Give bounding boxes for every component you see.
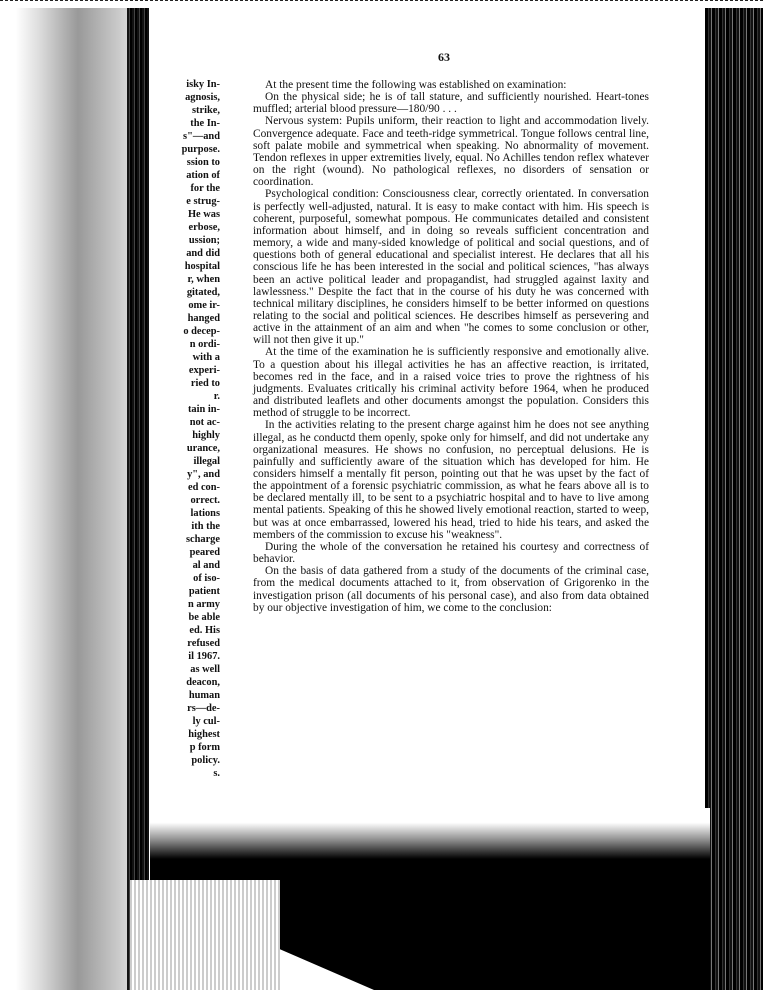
facing-page-line: ome ir- [188, 300, 220, 311]
facing-page-line: agnosis, [185, 92, 220, 103]
body-paragraph: During the whole of the conversation he retained his courtesy and correctness of behavior. [253, 540, 649, 566]
page-number: 63 [438, 50, 450, 64]
scan-right-edge [705, 8, 763, 990]
facing-page-line: ith the [191, 521, 220, 532]
scan-left-shadow [0, 8, 130, 990]
body-paragraph: In the activities relating to the present charge against him he does not see anything illegal, as he conductd them openly, spoke only for himself, and did not undertake any organizational measures. He shows no confusion, no perceptual delusions. He is painfully and sufficiently aware of the situation which has developed for him. He considers himself a mentally fit person, pointing out that he was upset by the fact of the appointment of a forensic psychiatric commission, as what he fears above all is to be declared mentally ill, to be sent to a psychiatric hospital and to have to live among mental patients. Speaking of this he showed lively emotional reaction, started to weep, but was at once embarrassed, lowered his head, tried to hide his tears, and asked the members of the commission to excuse his "weakness". [253, 419, 649, 541]
facing-page-line: not ac- [189, 417, 220, 428]
facing-page-line: the In- [190, 118, 220, 129]
facing-page-line: il 1967. [188, 651, 220, 662]
facing-page-line: refused [187, 638, 220, 649]
facing-page-line: hospital [184, 261, 220, 272]
book-binding-edge [127, 8, 149, 990]
facing-page-line: experi- [188, 365, 220, 376]
facing-page-line: ation of [186, 170, 220, 181]
facing-page-line: ed con- [187, 482, 220, 493]
facing-page-line: purpose. [181, 144, 220, 155]
facing-page-line: highly [192, 430, 220, 441]
facing-page-line: lations [190, 508, 220, 519]
facing-page-line: and did [186, 248, 220, 259]
facing-page-line: n army [187, 599, 220, 610]
facing-page-line: be able [188, 612, 220, 623]
facing-page-line: highest [188, 729, 220, 740]
body-paragraph: Nervous system: Pupils uniform, their reaction to light and accommodation lively. Convergence adequate. Face and teeth-ridge symmetrical. Tongue follows central line, soft palate mobile and symmetrical when speaking. No abnormality of movement. Tendon reflexes in upper extremities lively, equal. No Achilles tendon reflex whatever on the right (wound). No pathological reflexes, no disorders of sensation or coordination. [253, 115, 649, 189]
facing-page-line: gitated, [186, 287, 220, 298]
facing-page-line: n ordi- [189, 339, 220, 350]
facing-page-line: s. [213, 768, 220, 779]
facing-page-line: as well [190, 664, 220, 675]
facing-page-line: policy. [191, 755, 220, 766]
facing-page-line: human [188, 690, 220, 701]
facing-page-line: for the [190, 183, 220, 194]
facing-page-line: strike, [192, 105, 220, 116]
facing-page-line: e strug- [186, 196, 220, 207]
facing-page-line: al and [192, 560, 220, 571]
scan-bottom-noise [130, 880, 280, 990]
facing-page-line: patient [188, 586, 220, 597]
facing-page-line: peared [189, 547, 220, 558]
facing-page-text-fragments [165, 78, 220, 780]
facing-page-line: scharge [185, 534, 220, 545]
page-body-text [253, 79, 649, 614]
facing-page-line: illegal [193, 456, 220, 467]
body-paragraph: At the present time the following was established on examination: [265, 79, 567, 91]
facing-page-line: ried to [190, 378, 220, 389]
facing-page-line: r, when [187, 274, 220, 285]
facing-page-line: ussion; [188, 235, 220, 246]
facing-page-line: ly cul- [192, 716, 220, 727]
facing-page-line: with a [192, 352, 220, 363]
facing-page-line: ssion to [186, 157, 220, 168]
facing-page-line: He was [187, 209, 220, 220]
body-paragraph: Psychological condition: Consciousness clear, correctly orientated. In conversation is perfectly well-adjusted, natural. It is easy to make contact with him. His speech is coherent, purposeful, somewhat pompous. He communicates detailed and consistent information about himself, and in doing so reveals sufficient concentration and memory, a wide and many-sided knowledge of political and social questions, and of questions both of general educational and specialist interest. He declares that all his conscious life he has been interested in the social and political sciences, "has always been an active political leader and propagandist, had struggled against laxity and lawlessness." Despite the fact that in the course of his duty he was concerned with technical military disciplines, he considers himself to be better informed on questions relating to the social and political sciences. He describes himself as persevering and active in the attainment of an aim and when "he comes to some conclusion or other, will not then give it up." [253, 188, 649, 347]
facing-page-line: y", and [187, 469, 220, 480]
facing-page-line: r. [213, 391, 220, 402]
facing-page-line: o decep- [183, 326, 220, 337]
scan-top-border [0, 0, 763, 4]
facing-page-line: of iso- [193, 573, 220, 584]
facing-page-line: isky In- [186, 79, 220, 90]
facing-page-line: erbose, [188, 222, 220, 233]
facing-page-line: orrect. [190, 495, 220, 506]
body-paragraph: At the time of the examination he is sufficiently responsive and emotionally alive. To a question about his illegal activities he has an affective reaction, is irritated, becomes red in the face, and in a raised voice tries to prove the rightness of his judgments. Evaluates critically his criminal activity before 1964, when he produced and distributed leaflets and other documents amongst the population. Considers this method of struggle to be incorrect. [253, 346, 649, 420]
facing-page-line: rs—de- [187, 703, 220, 714]
facing-page-line: deacon, [186, 677, 220, 688]
facing-page-line: tain in- [187, 404, 220, 415]
facing-page-line: urance, [186, 443, 220, 454]
body-paragraph: On the basis of data gathered from a study of the documents of the criminal case, from the medical documents attached to it, from observation of Grigorenko in the investigation prison (all documents of his personal case), and also from data obtained by our objective investigation of him, we come to the conclusion: [253, 565, 649, 614]
facing-page-line: s"—and [183, 131, 220, 142]
body-paragraph: On the physical side; he is of tall stature, and sufficiently nourished. Heart-tones muffled; arterial blood pressure—180/90 . . . [253, 91, 649, 116]
facing-page-line: p form [189, 742, 220, 753]
facing-page-line: ed. His [189, 625, 220, 636]
facing-page-line: hanged [187, 313, 220, 324]
